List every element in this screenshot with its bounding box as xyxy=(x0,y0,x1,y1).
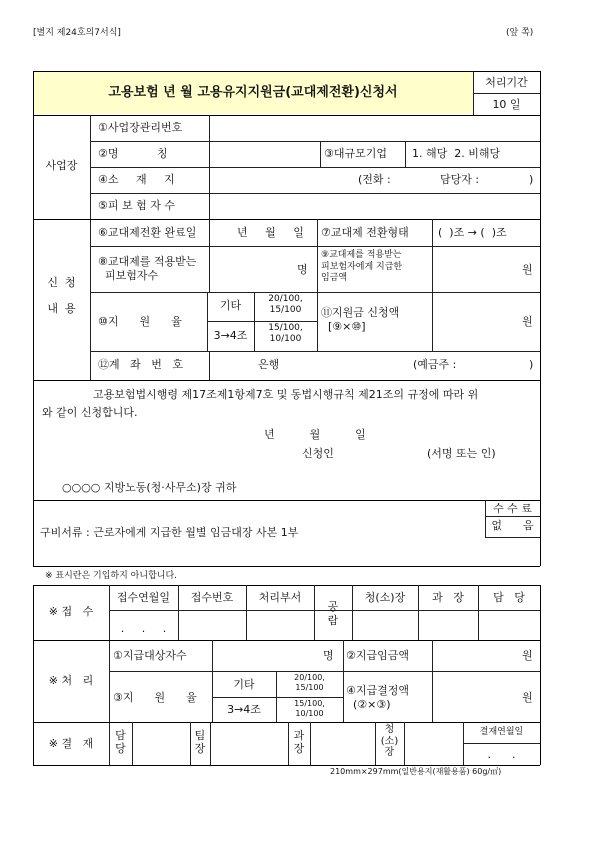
proc-rate-other-value[interactable]: 20/100, 15/100 xyxy=(294,673,325,692)
rate-other-value[interactable]: 20/100, 15/100 xyxy=(268,294,303,315)
proc-rate-34-value[interactable]: 15/100, 10/100 xyxy=(294,699,325,718)
account-holder-label[interactable]: (예금주 : xyxy=(413,358,457,371)
contact-person-label: 담당자 : xyxy=(440,173,480,186)
company-name-label: ②명 칭 xyxy=(98,147,168,160)
section-head-header: 과 장 xyxy=(432,591,464,604)
decision-amount-unit: 원 xyxy=(522,691,533,704)
approval-chief-label: 청 (소) 장 xyxy=(380,724,399,758)
address-field[interactable] xyxy=(210,168,355,193)
support-rate-label: ⑩지 원 율 xyxy=(98,315,182,328)
proc-rate-other-label: 기타 xyxy=(233,678,255,691)
shift-workers-label: ⑧교대제를 적용받는 피보험자수 xyxy=(98,255,197,282)
processing-dept-header: 처리부서 xyxy=(258,591,302,604)
address-label: ④소 재 지 xyxy=(98,173,175,186)
receipt-number-header: 접수번호 xyxy=(190,591,234,604)
shift-type-field[interactable]: ( )조 → ( )조 xyxy=(438,226,507,239)
approval-section-label: ※ 결 재 xyxy=(48,737,94,750)
insured-count-label: ⑤피 보 험 자 수 xyxy=(98,199,175,212)
paper-spec: 210mm×297mm(일반용지(재활용품) 60g/㎡) xyxy=(330,767,502,776)
account-number-label: ⑫계 좌 번 호 xyxy=(98,358,183,371)
phone-label: (전화 : xyxy=(358,173,391,186)
approval-team-signature[interactable] xyxy=(211,723,287,764)
processing-section-label: ※ 처 리 xyxy=(48,674,94,687)
bank-label[interactable]: 은행 xyxy=(258,358,280,371)
statement-line-1: 고용보험법시행령 제17조제1항제7호 및 동법시행규칙 제21조의 규정에 따라 위 xyxy=(93,388,479,401)
phone-close-paren: ) xyxy=(529,173,534,186)
proc-rate-34-label: 3→4조 xyxy=(227,703,261,716)
receipt-date-header: 접수연월일 xyxy=(116,591,171,604)
application-section-label: 신 청 내 용 xyxy=(47,276,76,316)
subsidy-amount-unit: 원 xyxy=(522,315,533,328)
completion-date-label: ⑥교대제전환 완료일 xyxy=(98,226,197,239)
shift-wage-label: ⑨교대제를 적용받는 피보험자에게 지급한 임금액 xyxy=(321,250,403,284)
shift-wage-unit: 원 xyxy=(522,263,533,276)
receipt-date-field[interactable]: . . . xyxy=(120,622,167,635)
payee-count-unit: 명 xyxy=(323,649,334,662)
page-side: (앞 쪽) xyxy=(506,28,534,38)
approval-section-head-label: 과 장 xyxy=(293,729,305,756)
processing-period-value: 10 일 xyxy=(492,98,521,111)
chief-header: 청(소)장 xyxy=(364,591,406,604)
paid-wage-unit: 원 xyxy=(522,649,533,662)
staff-header: 담 당 xyxy=(493,591,525,604)
insured-count-field[interactable] xyxy=(210,194,539,219)
applicant-label: 신청인 xyxy=(302,447,334,460)
approval-staff-label: 담 당 xyxy=(115,729,126,756)
receipt-section-label: ※ 접 수 xyxy=(48,605,94,618)
rate-34-label: 3→4조 xyxy=(213,329,248,342)
form-reference: [별지 제24호의7서식] xyxy=(33,28,121,38)
company-name-field[interactable] xyxy=(210,142,319,167)
shift-type-label: ⑦교대제 전환형태 xyxy=(321,226,409,239)
approval-date-label: 결재연월일 xyxy=(479,727,524,737)
fee-label: 수 수 료 xyxy=(493,502,532,515)
approval-team-label: 팀 장 xyxy=(194,729,206,756)
large-enterprise-label: ③대규모기업 xyxy=(324,147,387,160)
processing-period-label: 처리기간 xyxy=(485,76,528,89)
completion-date-field[interactable]: 년 월 일 xyxy=(237,226,304,239)
recipient-line: ○○○○ 지방노동(청·사무소)장 귀하 xyxy=(62,481,237,494)
form-title: 고용보험 년 월 고용유지지원금(교대제전환)신청서 xyxy=(108,85,398,100)
approval-date-field[interactable]: . . xyxy=(487,748,516,761)
employer-section-label: 사업장 xyxy=(45,159,78,172)
approval-section-head-signature[interactable] xyxy=(311,723,374,764)
approval-staff-signature[interactable] xyxy=(133,723,189,764)
payee-count-label: ①지급대상자수 xyxy=(113,649,187,662)
approval-chief-signature[interactable] xyxy=(405,723,462,764)
note-line: ※ 표시란은 기입하지 아니합니다. xyxy=(45,571,178,581)
decision-amount-label: ④지급결정액 (②×③) xyxy=(346,684,409,711)
paid-wage-label: ②지급임금액 xyxy=(346,649,409,662)
large-enterprise-options[interactable]: 1. 해당 2. 비해당 xyxy=(412,147,501,160)
rate-34-value[interactable]: 15/100, 10/100 xyxy=(268,323,303,344)
review-header: 공 람 xyxy=(327,600,339,628)
required-documents: 구비서류 : 근로자에게 지급한 월별 임금대장 사본 1부 xyxy=(40,526,299,539)
signature-label[interactable]: (서명 또는 인) xyxy=(427,447,496,460)
reg-no-label: ①사업장관리번호 xyxy=(98,121,183,134)
proc-rate-label: ③지 원 율 xyxy=(113,691,197,704)
statement-line-2: 와 같이 신청합니다. xyxy=(42,406,138,419)
fee-value: 없 음 xyxy=(491,519,534,532)
subsidy-amount-label: ⑪지원금 신청액 [⑨×⑩] xyxy=(321,306,400,333)
account-holder-close: ) xyxy=(529,358,534,371)
shift-workers-unit: 명 xyxy=(297,263,308,276)
rate-other-label: 기타 xyxy=(219,299,242,312)
reg-no-field[interactable] xyxy=(210,116,539,141)
application-date[interactable]: 년 월 일 xyxy=(264,428,366,441)
